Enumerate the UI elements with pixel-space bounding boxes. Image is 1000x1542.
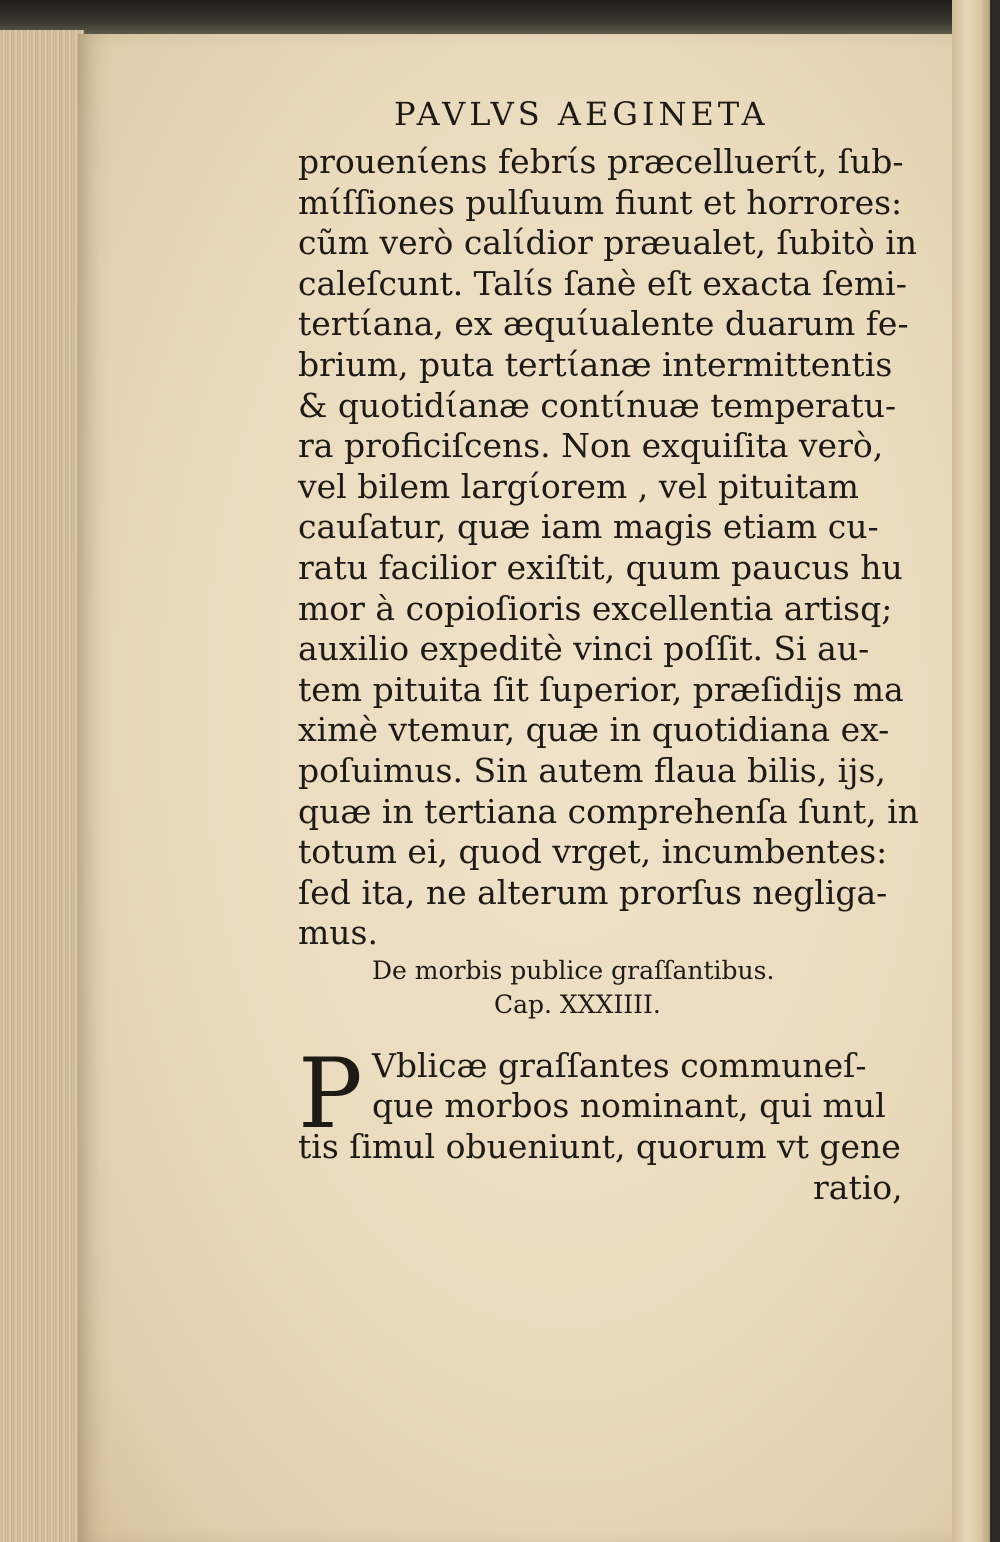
page-edges	[0, 30, 84, 1542]
text-line-10: cauſatur, quæ iam magis etiam cu-	[298, 507, 879, 547]
text-line-15: ximè vtemur, quæ in quotidiana ex-	[298, 710, 890, 750]
text-line-20: mus.	[298, 913, 378, 953]
text-line-8: ra proficiſcens. Non exquiſita verò,	[298, 426, 884, 466]
page-gutter	[952, 0, 1000, 1542]
chapter-title: De morbis publice graſſantibus.	[372, 955, 775, 985]
text-line-13: auxilio expeditè vinci poſſit. Si au-	[298, 629, 870, 669]
text-line-6: brium, puta tertίanæ intermittentis	[298, 344, 893, 384]
text-line-7: & quotidίanæ contίnuæ temperatu-	[298, 385, 897, 425]
text-line-17: quæ in tertiana comprehenſa ſunt, in	[298, 791, 919, 831]
running-head: PAVLVS AEGINETA	[394, 95, 769, 133]
chapter-number: Cap. XXXIIII.	[494, 989, 661, 1019]
text-line-1: prouenίens febrίs præcelluerίt, ſub-	[298, 142, 904, 181]
chapter-line-1: Vblicæ graſſantes communeſ-	[372, 1045, 867, 1085]
text-line-16: poſuimus. Sin autem flaua bilis, ijs,	[298, 750, 886, 790]
text-line-5: tertίana, ex æquίualente duarum fe-	[298, 304, 909, 344]
text-line-14: tem pituita ſit ſuperior, præſidijs ma	[298, 669, 904, 709]
chapter-line-2: que morbos nominant, qui mul	[372, 1086, 886, 1126]
drop-initial: P	[298, 1037, 363, 1150]
page-text	[298, 92, 938, 1208]
text-line-4: caleſcunt. Talίs ſanè eſt exacta ſemi-	[298, 263, 907, 303]
text-line-19: ſed ita, ne alterum prorſus negliga-	[298, 872, 888, 912]
text-line-3: cũm verò calίdior præualet, ſubitò in	[298, 223, 918, 263]
chapter-opening	[298, 1037, 938, 1168]
catchword: ratio,	[813, 1167, 903, 1207]
text-line-2: mίſſiones pulſuum fiunt et horrores:	[298, 182, 903, 222]
text-line-11: ratu facilior exiſtit, quum paucus hu	[298, 547, 903, 587]
chapter-line-3: tis ſimul obueniunt, quorum vt gene	[298, 1127, 901, 1167]
text-line-9: vel bilem largίorem , vel pituitam	[298, 466, 859, 506]
text-line-12: mor à copioſioris excellentia artisq;	[298, 588, 893, 628]
text-line-18: totum ei, quod vrget, incumbentes:	[298, 832, 888, 872]
